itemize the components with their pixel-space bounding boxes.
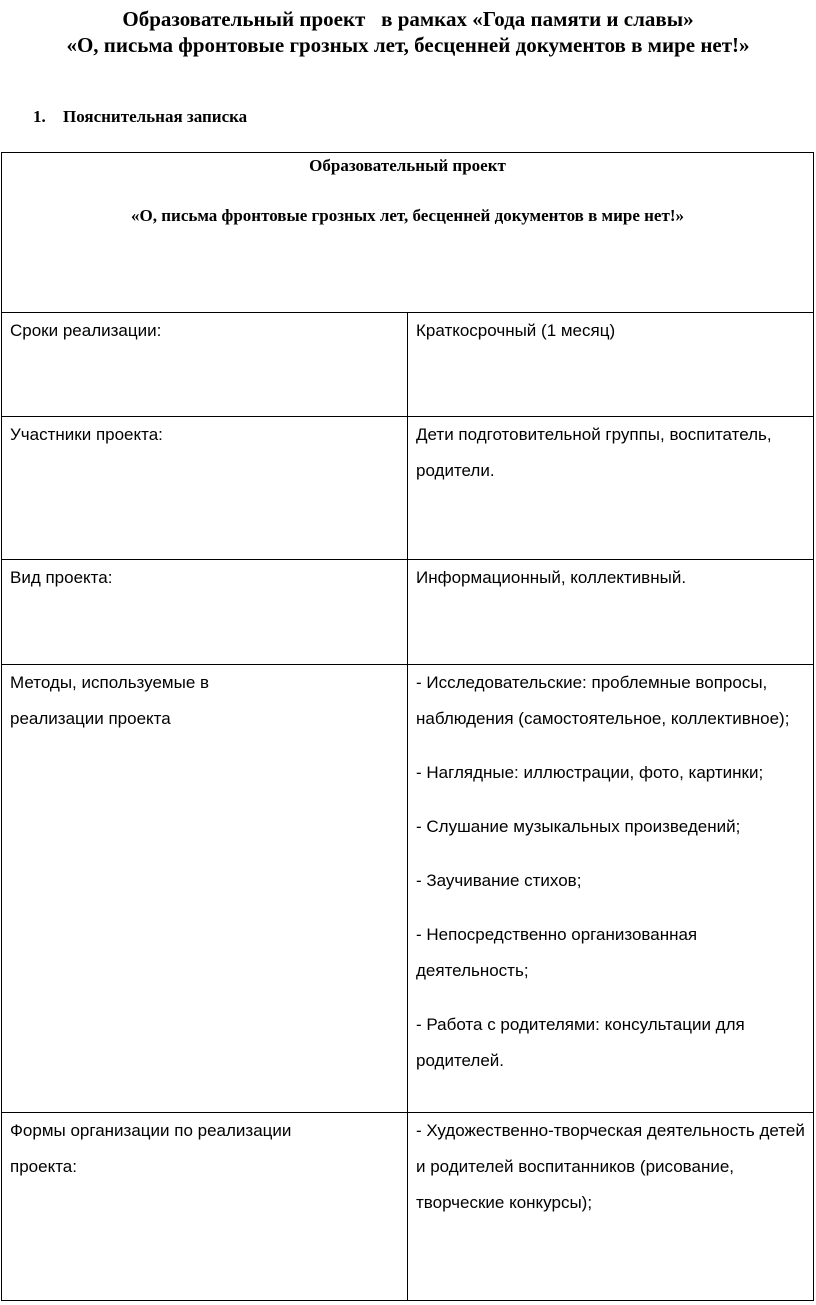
- section-title: Пояснительная записка: [63, 107, 248, 126]
- value-line: и родителей воспитанников (рисование,: [416, 1157, 735, 1176]
- row-label: [2, 417, 408, 560]
- document-title: [0, 6, 816, 58]
- row-label: [2, 313, 408, 417]
- value-line: - Наглядные: иллюстрации, фото, картинки;: [416, 763, 764, 782]
- value-line: - Художественно-творческая деятельность детей: [416, 1121, 805, 1140]
- row-value: [408, 560, 814, 665]
- value-line: - Непосредственно организованная деятельность;: [416, 925, 698, 980]
- value-line: наблюдения (самостоятельное, коллективное);: [416, 709, 790, 728]
- table-header-subtitle: «О, письма фронтовые грозных лет, бесценней документов в мире нет!»: [131, 206, 684, 225]
- value-line: творческие конкурсы);: [416, 1193, 593, 1212]
- title-line-2: «О, письма фронтовые грозных лет, бесценней документов в мире нет!»: [66, 33, 750, 57]
- table-row: [2, 1113, 814, 1301]
- section-number: 1.: [33, 107, 46, 126]
- value-line: родителей.: [416, 1051, 505, 1070]
- table-row: [2, 665, 814, 1113]
- table-row: [2, 560, 814, 665]
- table-header-row: [2, 153, 814, 313]
- section-heading: [33, 106, 247, 128]
- row-label: [2, 665, 408, 1113]
- value-line: родители.: [416, 461, 495, 480]
- row-label: [2, 560, 408, 665]
- label-line: Участники проекта:: [10, 425, 163, 444]
- row-value: [408, 417, 814, 560]
- project-table: [1, 152, 814, 1301]
- value-line: Информационный, коллективный.: [416, 568, 687, 587]
- table-header-title: Образовательный проект: [309, 156, 506, 175]
- label-line: проекта:: [10, 1157, 77, 1176]
- label-line: Методы, используемые в: [10, 673, 210, 692]
- table-row: [2, 313, 814, 417]
- table-row: [2, 417, 814, 560]
- value-line: - Слушание музыкальных произведений;: [416, 817, 741, 836]
- value-line: Краткосрочный (1 месяц): [416, 321, 616, 340]
- value-line: - Исследовательские: проблемные вопросы,: [416, 673, 768, 692]
- value-line: - Заучивание стихов;: [416, 871, 582, 890]
- value-line: - Работа с родителями: консультации для: [416, 1015, 745, 1034]
- table-header-cell: [2, 153, 814, 313]
- row-value: [408, 313, 814, 417]
- label-line: Сроки реализации:: [10, 321, 162, 340]
- label-line: Вид проекта:: [10, 568, 113, 587]
- value-line: Дети подготовительной группы, воспитатель,: [416, 425, 772, 444]
- row-value: [408, 1113, 814, 1301]
- label-line: Формы организации по реализации: [10, 1121, 292, 1140]
- title-line-1: Образовательный проект в рамках «Года памяти и славы»: [122, 7, 694, 31]
- label-line: реализации проекта: [10, 709, 171, 728]
- row-label: [2, 1113, 408, 1301]
- row-value: [408, 665, 814, 1113]
